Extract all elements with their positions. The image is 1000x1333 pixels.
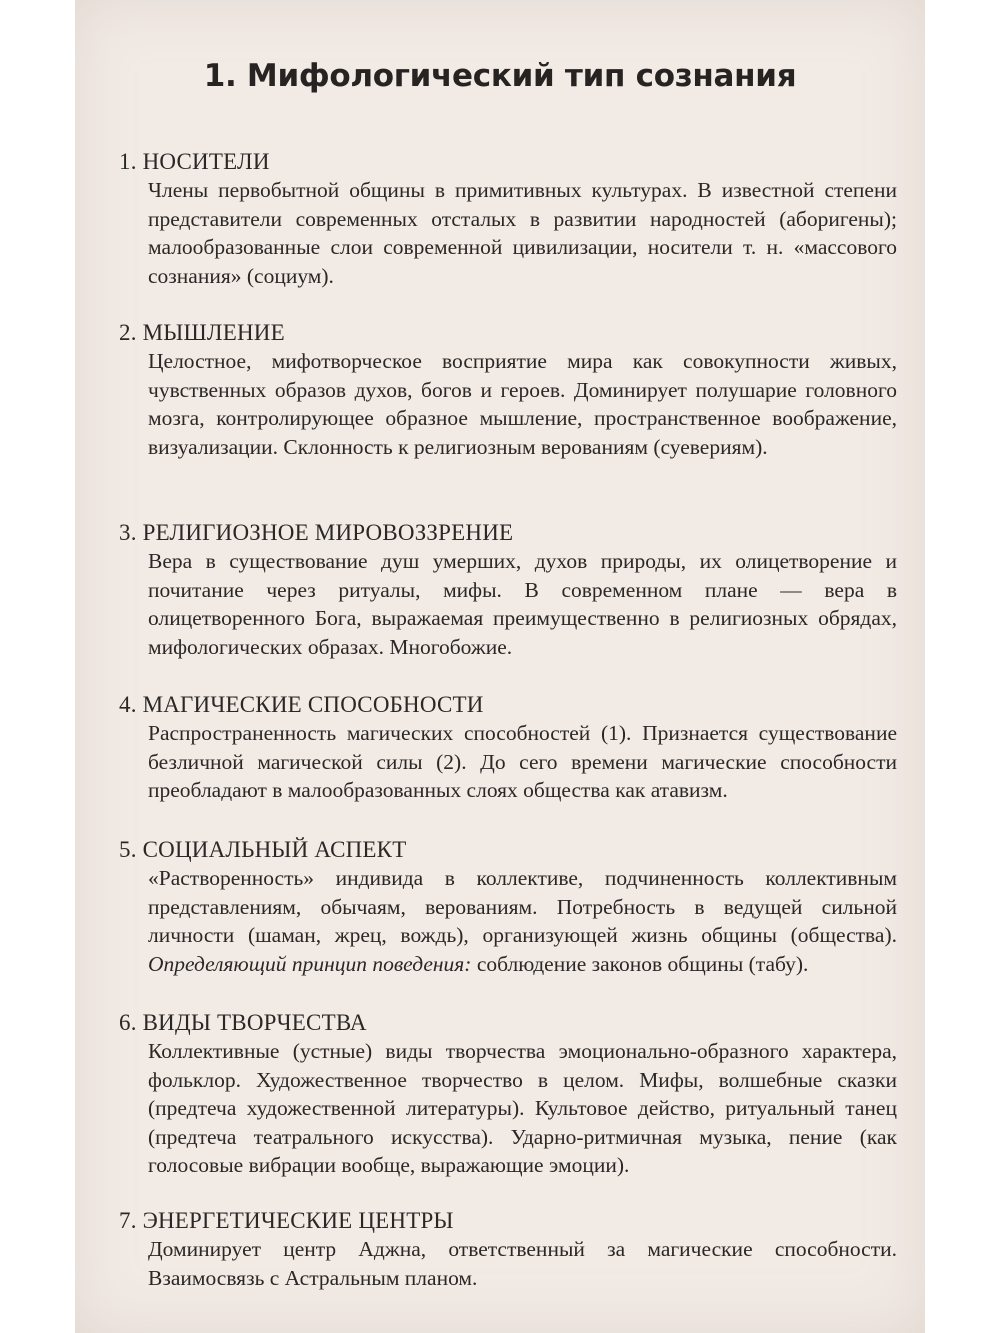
section-thinking [119,318,897,461]
section-text: Члены первобытной общины в примитивных культурах. В известной степени представители современных отсталых в развитии народностей (аборигены); малообразованные слои современной цивилизации, носители т. н. «массового сознания» (социум). [148,178,897,288]
section-heading: 7. ЭНЕРГЕТИЧЕСКИЕ ЦЕНТРЫ [119,1208,454,1233]
section-heading: 1. НОСИТЕЛИ [119,149,270,174]
section-social-aspect [119,835,897,978]
section-text: Целостное, мифотворческое восприятие мира как совокупности живых, чувственных образов духов, богов и героев. Доминирует полушарие головного мозга, контролирующее образное мышление, пространственное воображение, визуализации. Склонность к религиозным верованиям (суевериям). [148,349,897,459]
section-carriers [119,147,897,290]
page-title: 1. Мифологический тип сознания [203,58,797,94]
section-text: Вера в существование душ умерших, духов природы, их олицетворение и почитание через ритуалы, мифы. В современном плане — вера в олицетворенного Бога, выражаемая преимущественно в религиозных обрядах, мифологических образах. Многобожие. [148,549,897,659]
section-heading: 6. ВИДЫ ТВОРЧЕСТВА [119,1010,367,1035]
section-religious-worldview [119,518,897,661]
section-heading: 2. МЫШЛЕНИЕ [119,320,285,345]
section-text-tail: соблюдение законов общины (табу). [476,951,809,976]
section-text: Распространенность магических способностей (1). Признается существование безличной магической силы (2). До сего времени магические способности преобладают в малообразованных слоях общества как атавизм. [148,721,897,803]
section-text-main: «Растворенность» индивида в коллективе, подчиненность коллективным представлениям, обычаям, верованиям. Потребность в ведущей сильной личности (шаман, жрец, вождь), организующей жизнь общины (общества). [148,866,897,948]
section-heading: 4. МАГИЧЕСКИЕ СПОСОБНОСТИ [119,692,484,717]
section-text [148,864,897,978]
section-text: Доминирует центр Аджна, ответственный за магические способности. Взаимосвязь с Астральным планом. [148,1237,897,1290]
section-creativity [119,1008,897,1180]
section-heading: 5. СОЦИАЛЬНЫЙ АСПЕКТ [119,837,407,862]
section-text: Коллективные (устные) виды творчества эмоционально-образного характера, фольклор. Художественное творчество в целом. Мифы, волшебные сказки (предтеча художественной литературы). Культовое действо, ритуальный танец (предтеча театрального искусства). Ударно-ритмичная музыка, пение (как голосовые вибрации вообще, выражающие эмоции). [148,1039,897,1178]
italic-label: Определяющий принцип поведения: [148,951,472,976]
section-heading: 3. РЕЛИГИОЗНОЕ МИРОВОЗЗРЕНИЕ [119,520,514,545]
section-energy-centers [119,1206,897,1292]
section-magic-abilities [119,690,897,805]
book-page [75,0,925,1333]
